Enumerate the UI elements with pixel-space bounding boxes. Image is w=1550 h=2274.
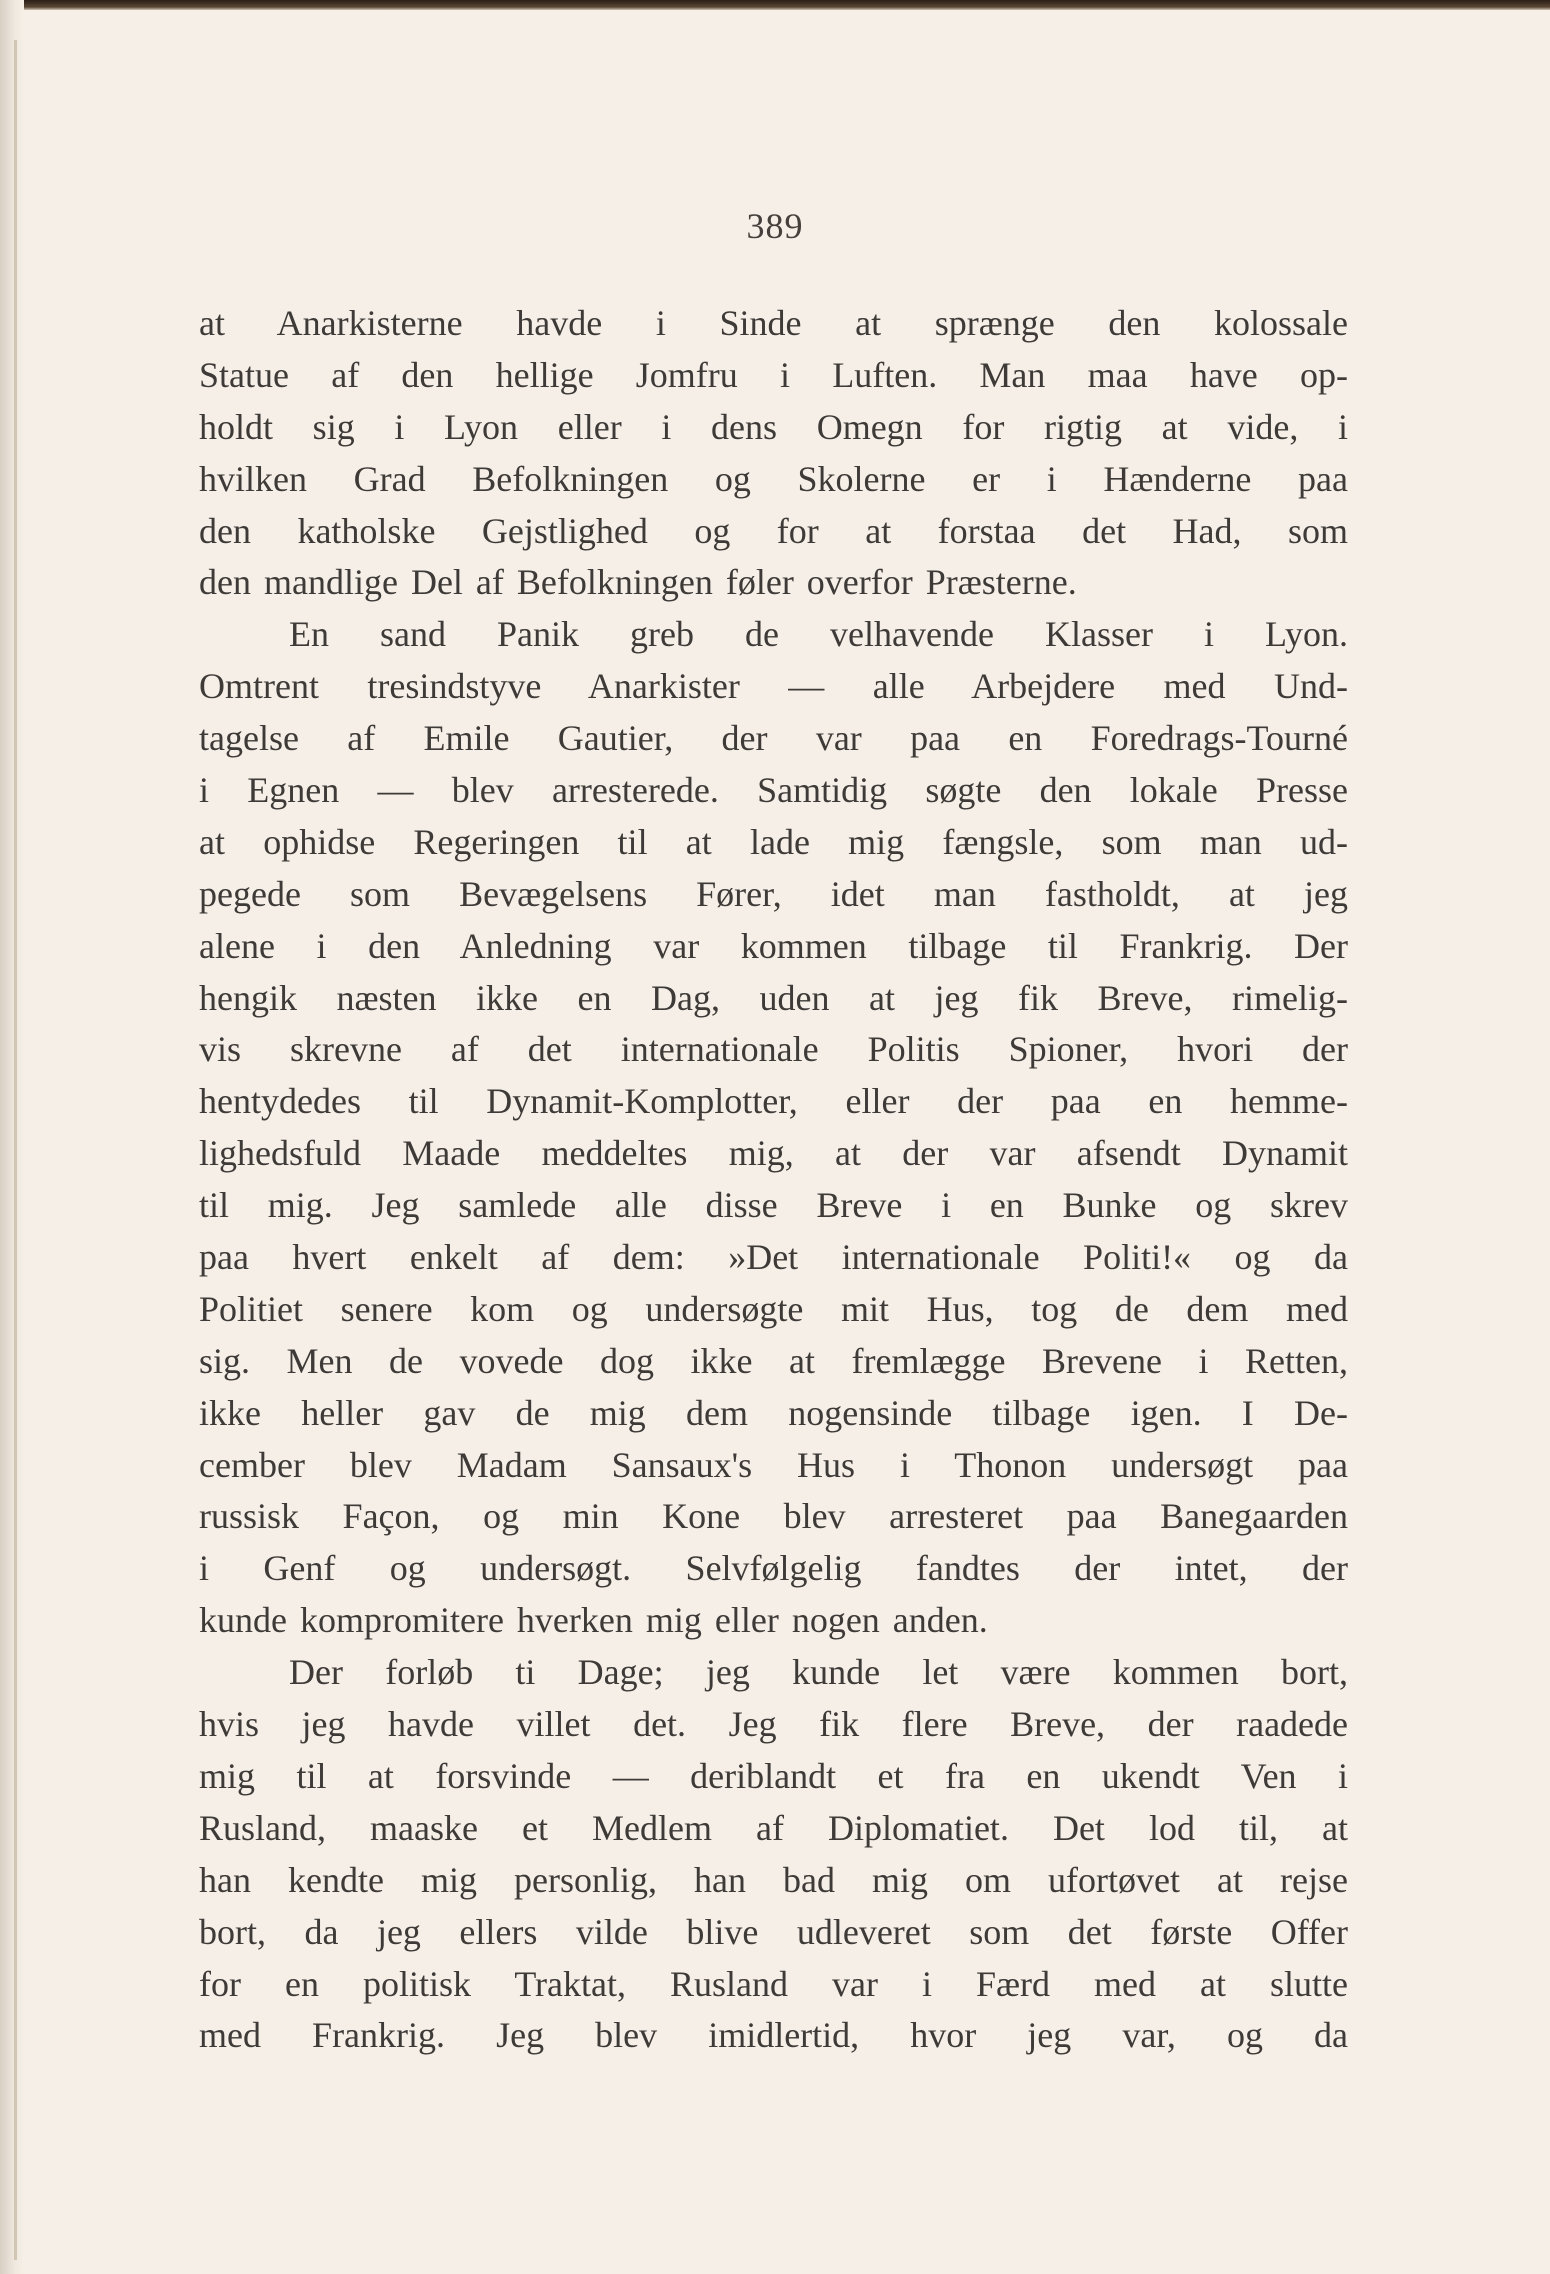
text-line: den mandlige Del af Befolkningen føler overfor Præsterne. xyxy=(199,562,1077,603)
text-line: alene i den Anledning var kommen tilbage til Frankrig. Der xyxy=(199,925,1348,966)
text-line: at ophidse Regeringen til at lade mig fængsle, som man ud- xyxy=(199,821,1348,862)
text-line: for en politisk Traktat, Rusland var i Færd med at slutte xyxy=(199,1963,1348,2004)
text-line: i Genf og undersøgt. Selvfølgelig fandtes der intet, der xyxy=(199,1548,1348,1589)
text-line: cember blev Madam Sansaux's Hus i Thonon undersøgt paa xyxy=(199,1444,1348,1485)
text-line: hvis jeg havde villet det. Jeg fik flere Breve, der raadede xyxy=(199,1704,1348,1745)
page-binding-edge xyxy=(0,0,24,2274)
text-line: kunde kompromitere hverken mig eller nogen anden. xyxy=(199,1600,988,1641)
text-line: tagelse af Emile Gautier, der var paa en Foredrags-Tourné xyxy=(199,718,1348,759)
text-line: Rusland, maaske et Medlem af Diplomatiet. Det lod til, at xyxy=(199,1807,1348,1848)
text-line: Politiet senere kom og undersøgte mit Hus, tog de dem med xyxy=(199,1288,1348,1329)
page-top-edge xyxy=(0,0,1550,10)
text-line: hengik næsten ikke en Dag, uden at jeg fik Breve, rimelig- xyxy=(199,977,1348,1018)
text-line: at Anarkisterne havde i Sinde at sprænge den kolossale xyxy=(199,303,1348,343)
text-line: vis skrevne af det internationale Politis Spioner, hvori der xyxy=(199,1029,1348,1070)
text-line: Statue af den hellige Jomfru i Luften. Man maa have op- xyxy=(199,354,1348,395)
text-line: Der forløb ti Dage; jeg kunde let være kommen bort, xyxy=(289,1652,1348,1693)
text-line: lighedsfuld Maade meddeltes mig, at der var afsendt Dynamit xyxy=(199,1133,1348,1174)
text-line: pegede som Bevægelsens Fører, idet man fastholdt, at jeg xyxy=(199,873,1348,914)
text-line: bort, da jeg ellers vilde blive udleveret som det første Offer xyxy=(199,1911,1348,1952)
body-text xyxy=(199,298,1348,2062)
text-line: holdt sig i Lyon eller i dens Omegn for rigtig at vide, i xyxy=(199,406,1348,447)
text-line: den katholske Gejstlighed og for at forstaa det Had, som xyxy=(199,510,1348,551)
text-line: sig. Men de vovede dog ikke at fremlægge Brevene i Retten, xyxy=(199,1340,1348,1381)
text-line: i Egnen — blev arresterede. Samtidig søgte den lokale Presse xyxy=(199,770,1348,811)
text-line: Omtrent tresindstyve Anarkister — alle Arbejdere med Und- xyxy=(199,666,1348,707)
text-line: En sand Panik greb de velhavende Klasser i Lyon. xyxy=(289,614,1348,655)
text-line: hentydedes til Dynamit-Komplotter, eller der paa en hemme- xyxy=(199,1081,1348,1122)
text-line: russisk Façon, og min Kone blev arresteret paa Banegaarden xyxy=(199,1496,1348,1537)
text-line: ikke heller gav de mig dem nogensinde tilbage igen. I De- xyxy=(199,1392,1348,1433)
text-line: mig til at forsvinde — deriblandt et fra en ukendt Ven i xyxy=(199,1755,1348,1796)
text-line: han kendte mig personlig, han bad mig om ufortøvet at rejse xyxy=(199,1859,1348,1900)
text-line: paa hvert enkelt af dem: »Det internationale Politi!« og da xyxy=(199,1237,1348,1278)
text-line: med Frankrig. Jeg blev imidlertid, hvor jeg var, og da xyxy=(199,2015,1348,2056)
text-line: til mig. Jeg samlede alle disse Breve i en Bunke og skrev xyxy=(199,1185,1348,1226)
binding-shadow-line xyxy=(14,40,17,2260)
text-line: hvilken Grad Befolkningen og Skolerne er i Hænderne paa xyxy=(199,458,1348,499)
page-number: 389 xyxy=(746,206,804,246)
